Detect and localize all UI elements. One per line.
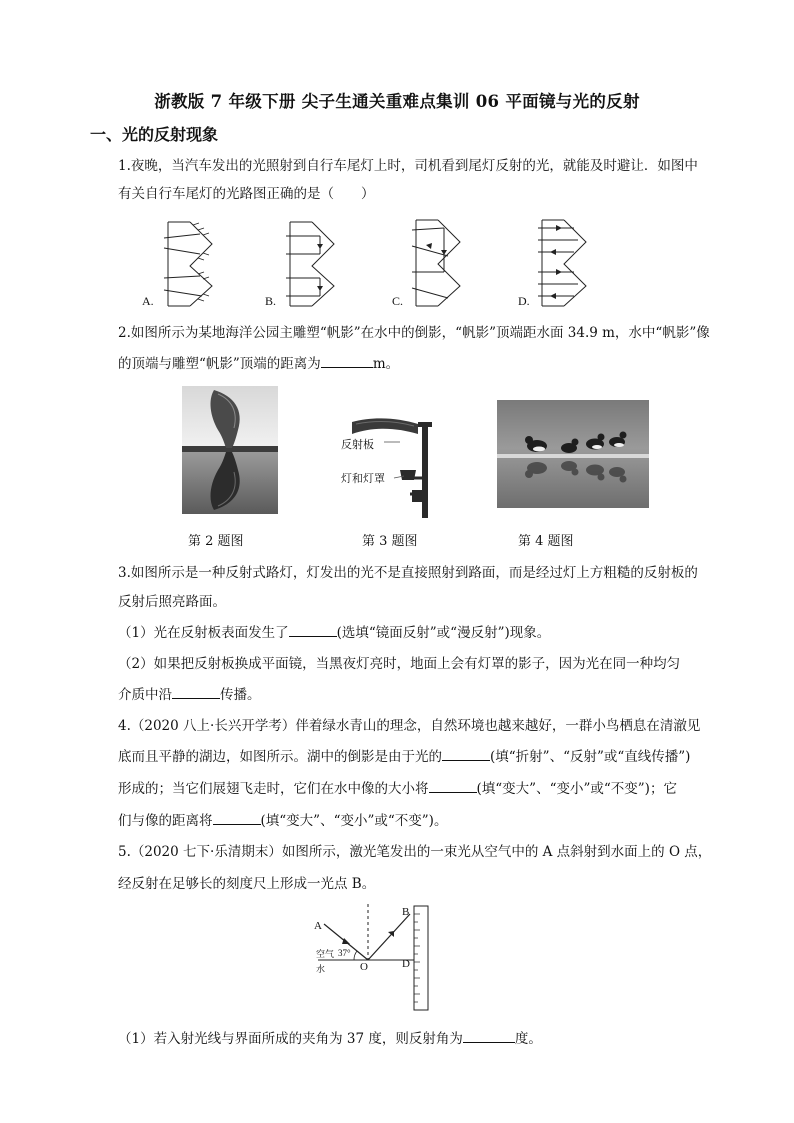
q1-option-c-diagram [408, 216, 478, 310]
fig3-caption: 第 3 题图 [362, 534, 418, 549]
q2-text-line2 [118, 353, 399, 374]
q5-sub1-text-b: 度。 [514, 1031, 542, 1047]
q1-text-line2: 有关自行车尾灯的光路图正确的是（ ） [118, 186, 375, 202]
q2-text-b: m。 [372, 356, 400, 372]
q5-point-a-label: A [314, 920, 322, 932]
q4-line2-text-a: 底而且平静的湖边，如图所示。湖中的倒影是由于光的 [118, 749, 442, 765]
q1-option-d-diagram [534, 216, 604, 310]
q5-text-line2: 经反射在足够长的刻度尺上形成一光点 B。 [118, 876, 376, 892]
q3-sub1-answer-blank[interactable] [289, 622, 337, 637]
section-heading: 一、光的反射现象 [90, 125, 219, 144]
q5-sub1 [118, 1028, 542, 1049]
q1-option-b-diagram [282, 218, 352, 310]
fig2-sculpture-photo [182, 386, 278, 514]
q4-line2-text-b: (填“折射”、“反射”或“直线传播”) [490, 749, 691, 765]
q3-sub1-text-a: （1）光在反射板表面发生了 [118, 625, 289, 641]
q4-text-line3 [118, 778, 677, 799]
q3-text-line1: 3.如图所示是一种反射式路灯，灯发出的光不是直接照射到路面，而是经过灯上方粗糙的反射板的 [118, 565, 698, 581]
q5-sub1-answer-blank[interactable] [463, 1028, 515, 1043]
q1-option-b-label[interactable]: B. [265, 294, 277, 308]
fig2-caption: 第 2 题图 [188, 534, 244, 549]
q3-sub1-text-b: (选填“镜面反射”或“漫反射”)现象。 [336, 625, 551, 641]
q3-sub1 [118, 622, 550, 643]
q3-sub2-answer-blank[interactable] [172, 684, 220, 699]
fig4-birds-photo [497, 400, 649, 508]
q3-sub2-line2 [118, 684, 261, 705]
q4-line3-text-a: 形成的；当它们展翅飞走时，它们在水中像的大小将 [118, 781, 429, 797]
q4-answer-blank-2[interactable] [429, 778, 477, 793]
fig4-caption: 第 4 题图 [518, 534, 574, 549]
fig3-reflector-label: 反射板 [341, 438, 374, 451]
q4-line3-text-b: (填“变大”、“变小”或“不变”)；它 [476, 781, 677, 797]
q5-point-b-label: B [402, 906, 410, 918]
q5-water-label: 水 [316, 965, 326, 975]
q3-sub2-text-a: 介质中沿 [118, 687, 172, 703]
q1-option-d-label[interactable]: D. [518, 294, 530, 308]
q4-answer-blank-1[interactable] [442, 746, 490, 761]
q3-sub2-line1: （2）如果把反射板换成平面镜，当黑夜灯亮时，地面上会有灯罩的影子，因为光在同一种均匀 [118, 656, 681, 672]
q5-sub1-text-a: （1）若入射光线与界面所成的夹角为 37 度，则反射角为 [118, 1031, 463, 1047]
q5-text-line1: 5.（2020 七下·乐清期末）如图所示，激光笔发出的一束光从空气中的 A 点斜射到水面上的 O 点， [118, 844, 712, 860]
q1-option-a-label[interactable]: A. [142, 294, 154, 308]
q4-text-line2 [118, 746, 690, 767]
q4-line4-text-a: 们与像的距离将 [118, 813, 213, 829]
q2-text-a: 的顶端与雕塑“帆影”顶端的距离为 [118, 356, 321, 372]
q1-text-line1: 1.夜晚，当汽车发出的光照射到自行车尾灯上时，司机看到尾灯反射的光，就能及时避让．如图中 [118, 158, 698, 174]
fig3-reflective-streetlamp [338, 412, 438, 520]
q4-line4-text-b: (填“变大”、“变小”或“不变”)。 [260, 813, 448, 829]
q5-air-label: 空气 [316, 950, 335, 960]
q3-text-line2: 反射后照亮路面。 [118, 594, 226, 610]
q4-answer-blank-3[interactable] [213, 810, 261, 825]
q2-answer-blank[interactable] [321, 353, 373, 368]
q1-option-c-label[interactable]: C. [392, 294, 404, 308]
q4-text-line4 [118, 810, 447, 831]
page-title: 浙教版 7 年级下册 尖子生通关重难点集训 06 平面镜与光的反射 [154, 92, 640, 111]
q5-point-d-label: D [402, 958, 410, 970]
q1-option-a-diagram [160, 218, 230, 310]
fig3-lamp-label: 灯和灯罩 [341, 472, 385, 485]
q2-text-line1: 2.如图所示为某地海洋公园主雕塑“帆影”在水中的倒影，“帆影”顶端距水面 34.9 m，水中“帆影”像 [118, 325, 710, 341]
q5-angle-label: 37° [338, 948, 351, 958]
q4-text-line1: 4.（2020 八上·长兴开学考）伴着绿水青山的理念，自然环境也越来越好，一群小鸟栖息在清澈见 [118, 718, 701, 734]
q3-sub2-text-b: 传播。 [220, 687, 261, 703]
q5-point-o-label: O [360, 961, 368, 973]
